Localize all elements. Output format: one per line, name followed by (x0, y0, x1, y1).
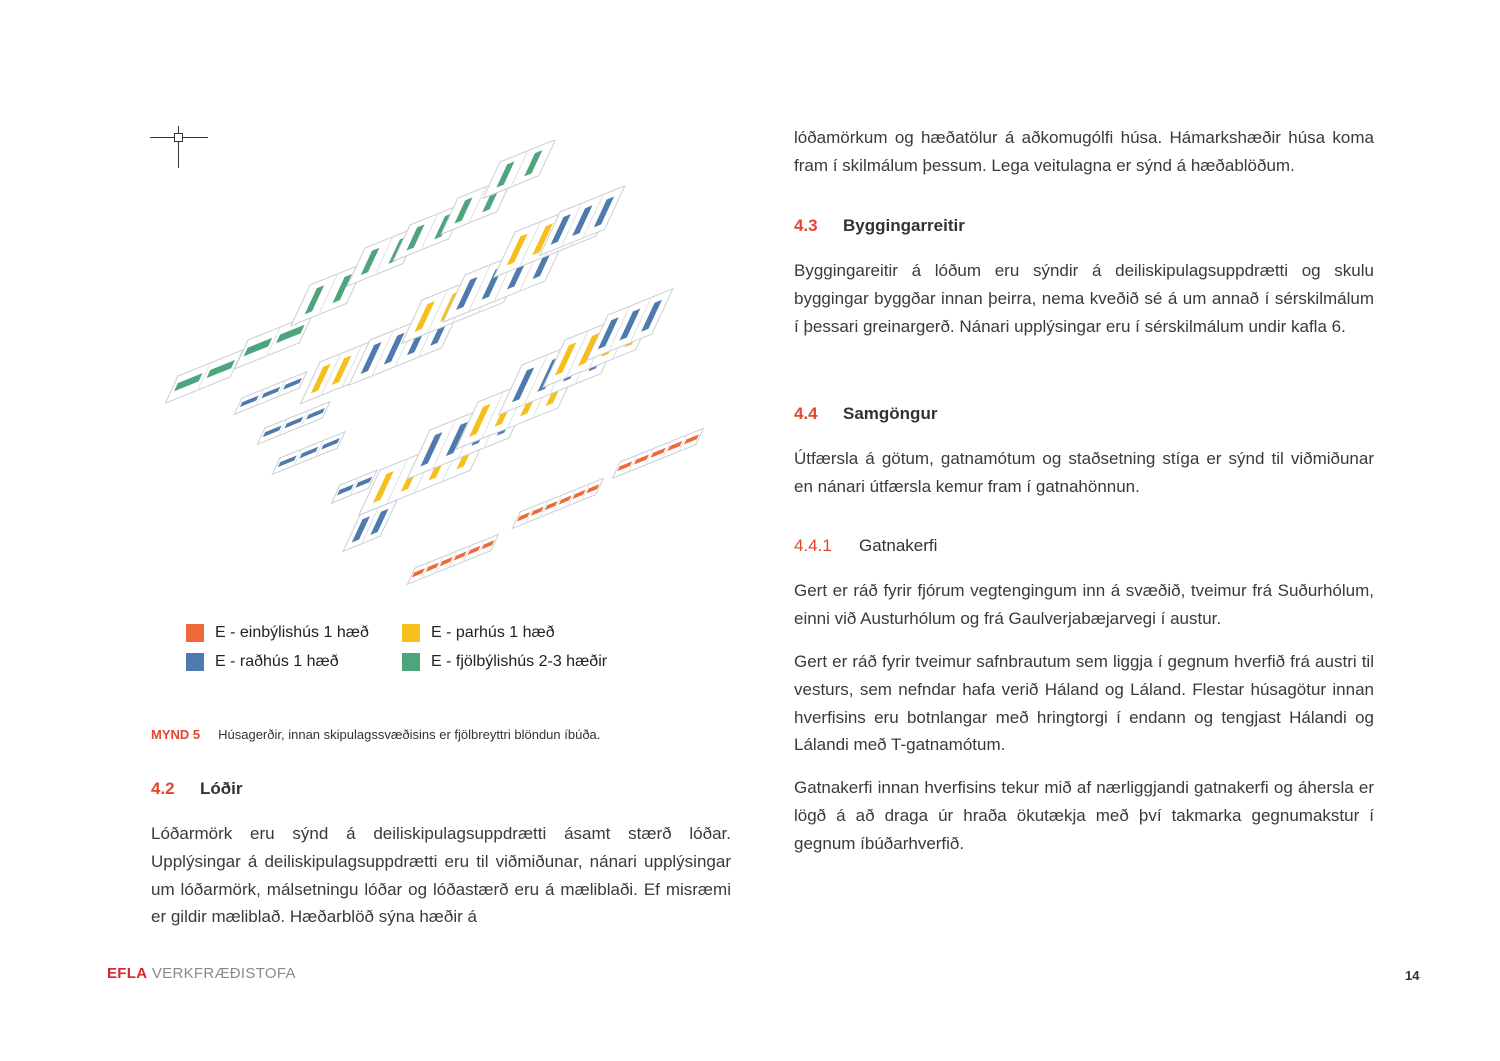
legend-label: E - fjölbýlishús 2-3 hæðir (431, 653, 608, 670)
subsection-number: 4.4.1 (794, 536, 832, 555)
section-number: 4.3 (794, 216, 818, 235)
section-heading-4-4 (794, 404, 937, 424)
paragraph-gatnakerfi-1: Gert er ráð fyrir fjórum vegtengingum inn á svæðið, tveimur frá Suðurhólum, einni við Austurhólum og frá Gaulverjabæjarvegi í austur. (794, 581, 1374, 628)
logo-subtitle: VERKFRÆÐISTOFA (147, 965, 296, 982)
subsection-heading-4-4-1 (794, 536, 937, 556)
legend-swatch-yellow (402, 624, 420, 642)
logo-brand: EFLA (107, 965, 148, 982)
legend-item-parhus (402, 624, 555, 642)
page-number: 14 (1405, 968, 1420, 983)
paragraph-lodir: Lóðarmörk eru sýnd á deiliskipulagsuppdrætti ásamt stærð lóðar. Upplýsingar á deiliskipulagsuppdrætti eru til viðmiðunar, nánari upplýsingar um lóðarmörk, málsetningu lóðar og lóðastærð eru á mæliblaði. Ef misræmi er gildir mæliblað. Hæðarblöð sýna hæðir á (151, 824, 731, 927)
figure-caption (151, 727, 600, 742)
paragraph-byggingarreitir: Byggingareitir á lóðum eru sýndir á deiliskipulagsuppdrætti og skulu byggingar byggðar innan þeirra, nema kveðið sé á um annað í sérskilmálum í þessari greinargerð. Nánari upplýsingar eru í sérskilmálum undir kafla 6. (794, 261, 1374, 336)
legend-label: E - raðhús 1 hæð (215, 653, 339, 670)
section-heading-4-2 (151, 779, 243, 799)
efla-logo (107, 965, 296, 982)
legend-label: E - einbýlishús 1 hæð (215, 624, 369, 641)
section-title: Samgöngur (843, 404, 938, 423)
figure-legend (186, 624, 646, 684)
legend-swatch-blue (186, 653, 204, 671)
figure-caption-text: Húsagerðir, innan skipulagssvæðisins er fjölbreyttri blöndun íbúða. (218, 727, 601, 742)
figure-caption-label: MYND 5 (151, 727, 201, 742)
section-number: 4.2 (151, 779, 175, 798)
section-number: 4.4 (794, 404, 818, 423)
section-title: Byggingarreitir (843, 216, 965, 235)
section-heading-4-3 (794, 216, 965, 236)
section-title: Lóðir (200, 779, 243, 798)
legend-item-einbylishus (186, 624, 369, 642)
subsection-title: Gatnakerfi (859, 536, 938, 555)
paragraph-gatnakerfi-3: Gatnakerfi innan hverfisins tekur mið af nærliggjandi gatnakerfi og áhersla er lögð á að draga úr hraða ökutækja með því takmarka gegnumakstur í gegnum íbúðarhverfið. (794, 778, 1374, 853)
paragraph-gatnakerfi-2: Gert er ráð fyrir tveimur safnbrautum sem liggja í gegnum hverfið frá austri til vesturs, sem nefndar hafa verið Háland og Láland. Flestar húsagötur innan hverfisins eru botnlangar með hringtorgi í endann og tengjast Hálandi og Lálandi með T-gatnamótum. (794, 652, 1374, 755)
legend-swatch-orange (186, 624, 204, 642)
legend-swatch-green (402, 653, 420, 671)
legend-label: E - parhús 1 hæð (431, 624, 555, 641)
site-plan-map (160, 140, 720, 600)
paragraph-samgongur: Útfærsla á götum, gatnamótum og staðsetning stíga er sýnd til viðmiðunar en nánari útfærsla kemur fram í gatnahönnun. (794, 449, 1374, 496)
legend-item-fjolbylishus (402, 653, 607, 671)
paragraph-continuation: lóðamörkum og hæðatölur á aðkomugólfi húsa. Hámarkshæðir húsa koma fram í skilmálum þessum. Lega veitulagna er sýnd á hæðablöðum. (794, 128, 1374, 175)
legend-item-radhus (186, 653, 339, 671)
